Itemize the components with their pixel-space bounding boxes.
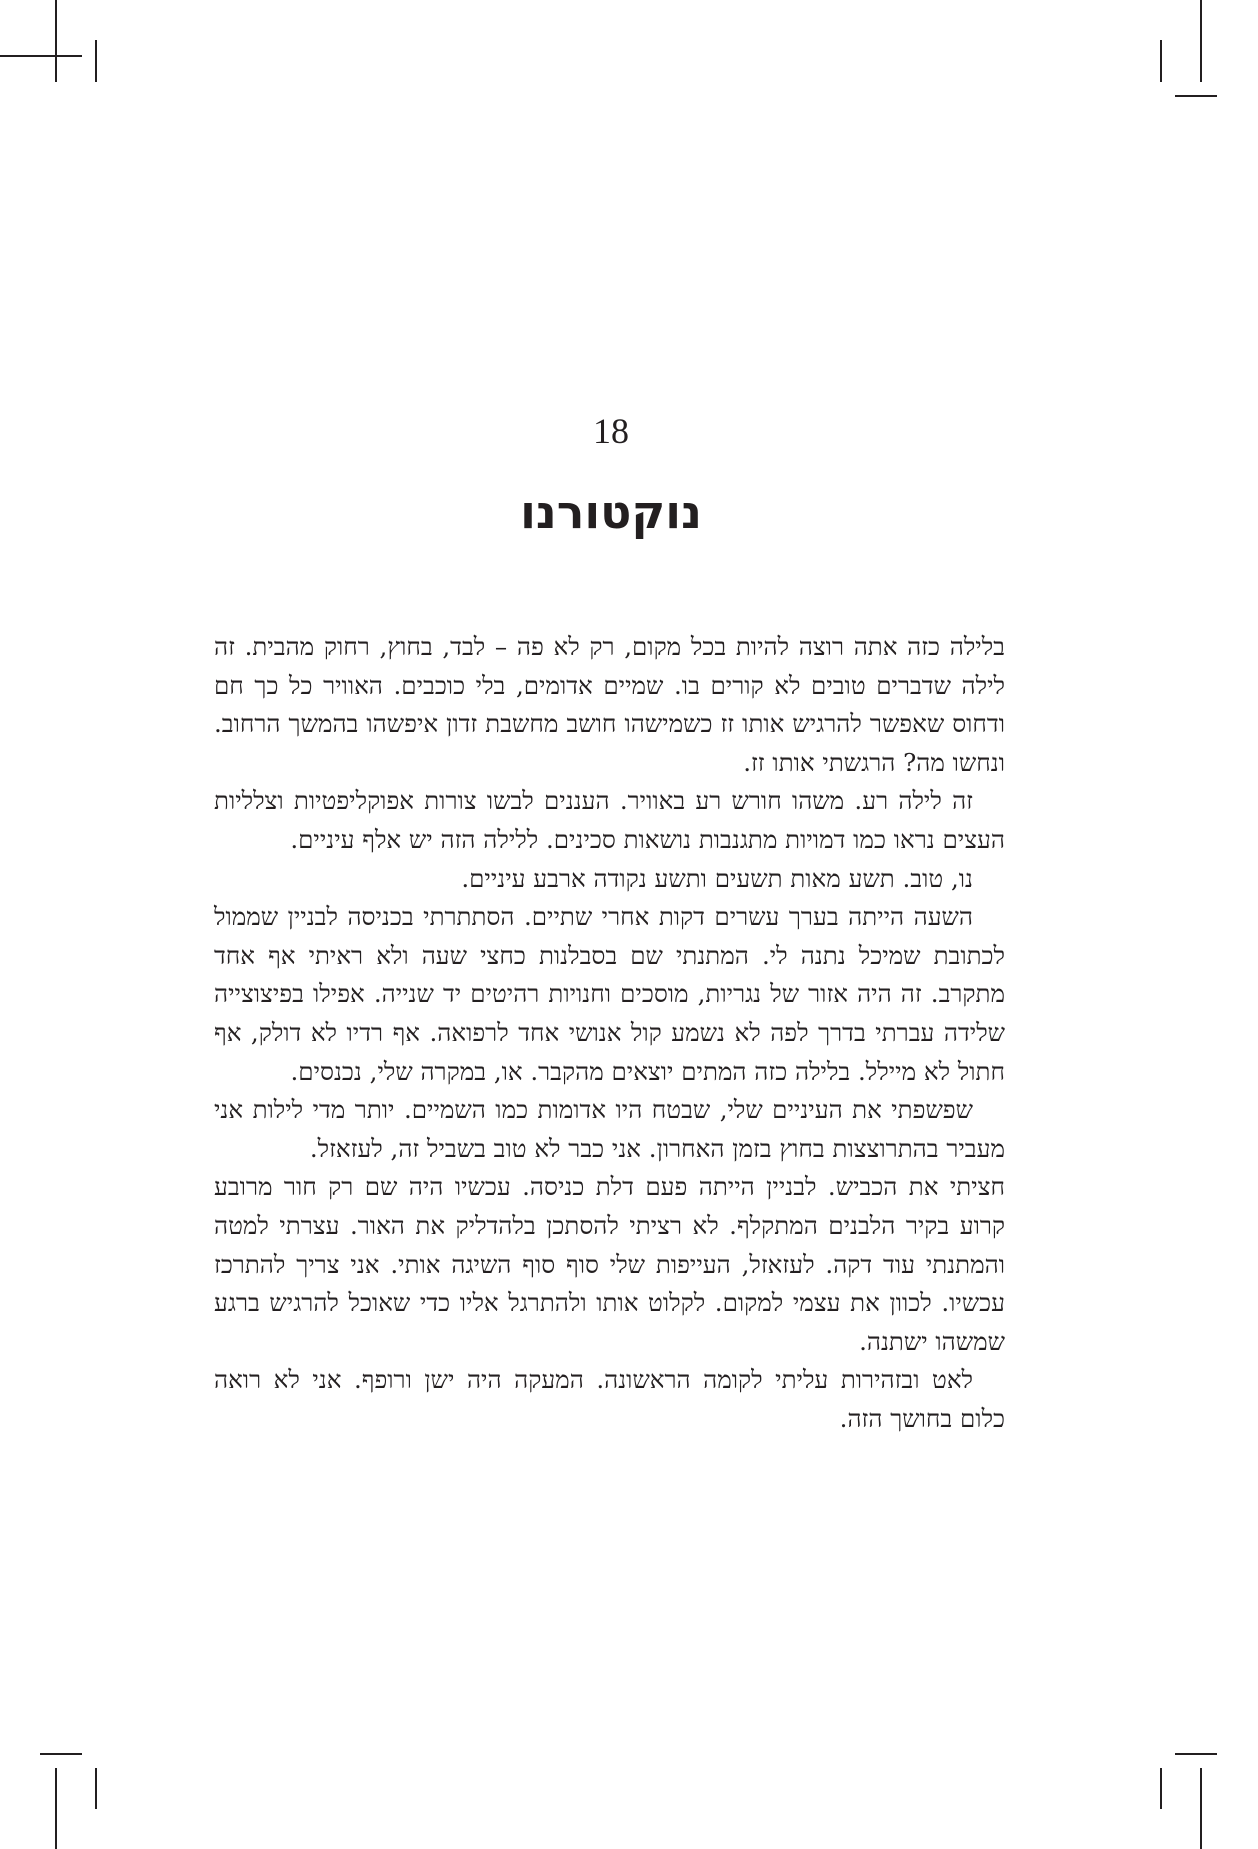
body-text [214, 628, 1005, 1438]
paragraph: זה לילה רע. משהו חורש רע באוויר. העננים לבשו צורות אפוקליפטיות וצלליות העצים נראו כמו דמויות מתגנבות נושאות סכינים. ללילה הזה יש אלף עיניים. [214, 786, 1005, 854]
crop-mark [95, 1768, 97, 1809]
paragraph: נו, טוב. תשע מאות תשעים ותשע נקודה ארבע עיניים. [461, 863, 973, 893]
crop-mark [1175, 1753, 1217, 1755]
crop-mark [1160, 1768, 1162, 1809]
paragraph: השעה הייתה בערך עשרים דקות אחרי שתיים. הסתתרתי בכניסה לבניין שממול לכתובת שמיכל נתנה לי. המתנתי שם בסבלנות כחצי שעה ולא ראיתי אף אחד מתקרב. זה היה אזור של נגריות, מוסכים וחנויות רהיטים יד שנייה. אפילו בפיצוצייה שלידה עברתי בדרך לפה לא נשמע קול אנושי אחד לרפואה. אף רדיו לא דולק, אף חתול לא מיילל. בלילה כזה המתים יוצאים מהקבר. או, במקרה שלי, נכנסים. [214, 902, 1005, 1086]
paragraph: בלילה כזה אתה רוצה להיות בכל מקום, רק לא פה – לבד, בחוץ, רחוק מהבית. זה לילה שדברים טובים לא קורים בו. שמיים אדומים, בלי כוכבים. האוויר כל כך חם ודחוס שאפשר להרגיש אותו זז כשמישהו חושב מחשבת זדון איפשהו בהמשך הרחוב. ונחשו מה? הרגשתי אותו זז. [214, 632, 1005, 777]
chapter-number: 18 [593, 411, 629, 451]
paragraph: שפשפתי את העיניים שלי, שבטח היו אדומות כמו השמיים. יותר מדי לילות אני מעביר בהתרוצצות בחוץ בזמן האחרון. אני כבר לא טוב בשביל זה, לעזאזל. [214, 1095, 1005, 1163]
crop-mark [0, 55, 82, 57]
crop-mark [1200, 1768, 1202, 1849]
crop-mark [1175, 95, 1217, 97]
chapter-title: נוקטורנו [520, 485, 702, 539]
crop-mark [55, 0, 57, 82]
crop-mark [95, 40, 97, 82]
paragraph: לאט ובזהירות עליתי לקומה הראשונה. המעקה היה ישן ורופף. אני לא רואה כלום בחושך הזה. [214, 1365, 1005, 1433]
crop-mark [1200, 0, 1202, 82]
paragraph: חציתי את הכביש. לבניין הייתה פעם דלת כניסה. עכשיו היה שם רק חור מרובע קרוע בקיר הלבנים המתקלף. לא רציתי להסתכן בלהדליק את האור. עצרתי למטה והמתנתי עוד דקה. לעזאזל, העייפות שלי סוף סוף השיגה אותי. אני צריך להתרכז עכשיו. לכוון את עצמי למקום. לקלוט אותו ולהתרגל אליו כדי שאוכל להרגיש ברגע שמשהו ישתנה. [214, 1172, 1005, 1356]
crop-mark [1160, 40, 1162, 82]
crop-mark [55, 1768, 57, 1849]
crop-mark [40, 1753, 82, 1755]
